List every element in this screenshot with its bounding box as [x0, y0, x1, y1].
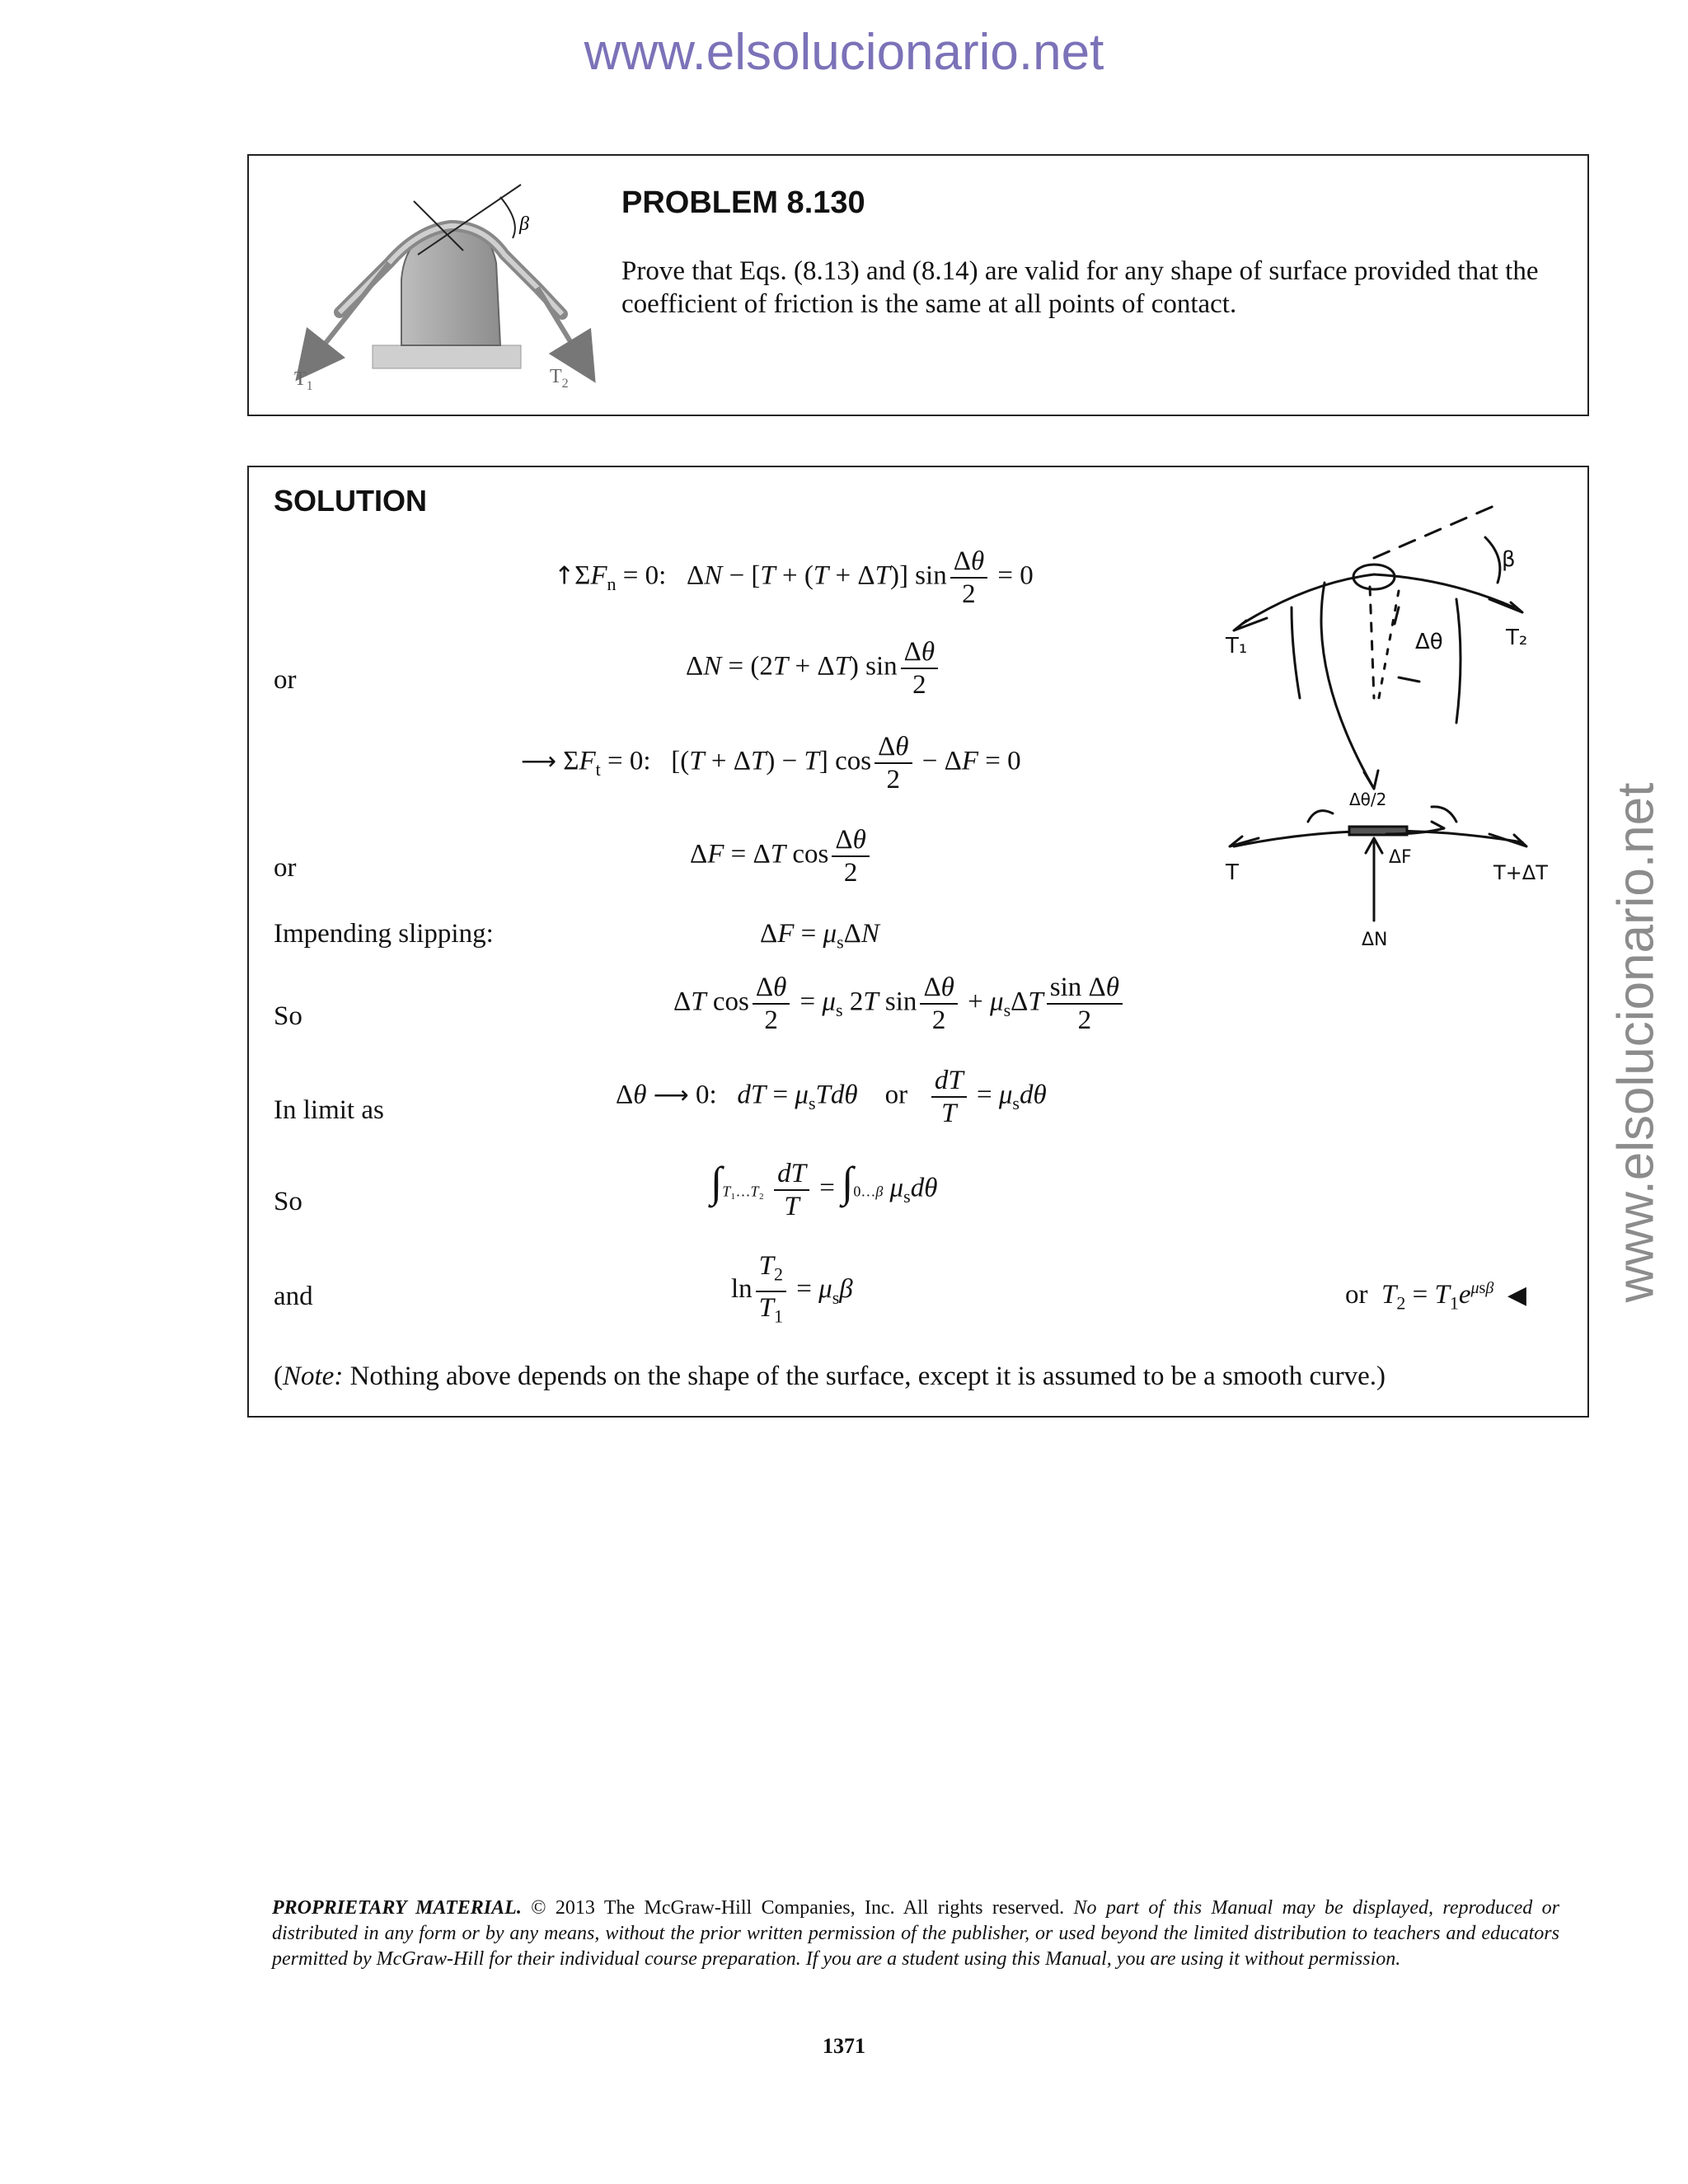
equation-sum-ft: ⟶ $\Sigma F_t = 0$: [(T + ΔT) − T] cos $\frac{\Delta\theta}{2}$ − ΔF = 0 — [521, 732, 1021, 794]
watermark-top[interactable]: www.elsolucionario.net — [584, 24, 1104, 81]
problem-box — [247, 154, 1589, 416]
equation-result: or $T_2 = T_1e^{\mu s\beta}$ ◀ — [1345, 1279, 1526, 1314]
sketch-dn: ΔN — [1362, 930, 1388, 950]
figure-t2: T — [550, 366, 562, 387]
label-so-2: So — [274, 1187, 302, 1216]
sketch-half: Δθ/2 — [1349, 790, 1387, 809]
solution-box — [247, 466, 1589, 1418]
sketch-t1: T₁ — [1226, 634, 1248, 658]
result-or: or — [1345, 1280, 1368, 1310]
equation-impending: $\Delta F = \mu_s\Delta N$ — [760, 919, 879, 953]
sketch-dtheta: Δθ — [1415, 630, 1443, 654]
solution-sketch — [1209, 509, 1572, 950]
equation-sum-fn: $↑\Sigma F_n = 0$: ΔN − [T + (T + ΔT)] sin $\frac{\Delta\theta}{2}$ = 0 — [554, 546, 1034, 609]
problem-text: Prove that Eqs. (8.13) and (8.14) are valid for any shape of surface provided that the coefficient of friction is the same at all points of contact. — [621, 256, 1539, 319]
equation-combined: ΔT cos $\frac{\Delta\theta}{2}$ = $\mu_s$ 2T sin $\frac{\Delta\theta}{2}$ + $\mu_s\Delta T$ $\frac{\text{sin Δθ}}{2}$ — [673, 972, 1126, 1036]
equation-dn: ΔN = (2T + ΔT) sin $\frac{\Delta\theta}{2}$ — [686, 636, 941, 701]
equation-df: ΔF = ΔT cos $\frac{\Delta\theta}{2}$ — [690, 824, 873, 888]
sketch-t2: T₂ — [1506, 626, 1528, 650]
figure-t1: T — [294, 368, 307, 390]
label-or-1: or — [274, 665, 297, 695]
solution-note: (Note: Nothing above depends on the shape of the surface, except it is assumed to be a smooth curve.) — [274, 1361, 1386, 1391]
figure-beta: β — [519, 213, 529, 235]
label-impending: Impending slipping: — [274, 919, 494, 949]
svg-text:T1 — [294, 368, 313, 393]
copyright-footer: PROPRIETARY MATERIAL. © 2013 The McGraw-Hill Companies, Inc. All rights reserved. No part of this Manual may be displayed, reproduced or distributed in any form or by any means, without the prior written permission of the publisher, or used beyond the limited distribution to teachers and educators permitted by McGraw-Hill for their individual course preparation. If you are a student using this Manual, you are using it without permission. — [272, 1897, 1559, 1970]
sketch-beta: β — [1502, 547, 1516, 572]
label-and: and — [274, 1282, 313, 1311]
problem-figure — [265, 164, 612, 411]
solution-title: SOLUTION — [274, 484, 427, 518]
label-so-1: So — [274, 1001, 302, 1031]
label-limit: In limit as — [274, 1095, 384, 1125]
figure-t1-sub: 1 — [306, 379, 313, 393]
equation-integral: ∫T₁…T₂ $\frac{dT}{T}$ = ∫0…β $\mu_sd\theta$ — [710, 1159, 938, 1221]
figure-t2-sub: 2 — [561, 377, 569, 391]
label-or-2: or — [274, 853, 297, 883]
sketch-t: T — [1226, 860, 1239, 885]
sketch-df: ΔF — [1389, 847, 1412, 868]
equation-ln: ln $\frac{T_2}{T_1}$ = $\mu_s\beta$ — [731, 1251, 853, 1327]
sketch-tdt: T+ΔT — [1493, 861, 1548, 884]
problem-title: PROBLEM 8.130 — [621, 185, 865, 220]
svg-text:T2 — [550, 366, 569, 391]
page-number: 1371 — [823, 2034, 865, 2058]
equation-limit: Δθ ⟶ 0: dT = $\mu_sTd\theta$ or $\frac{dT}{T}$ = $\mu_sd\theta$ — [616, 1066, 1047, 1128]
watermark-side: www.elsolucionario.net — [1607, 782, 1665, 1303]
